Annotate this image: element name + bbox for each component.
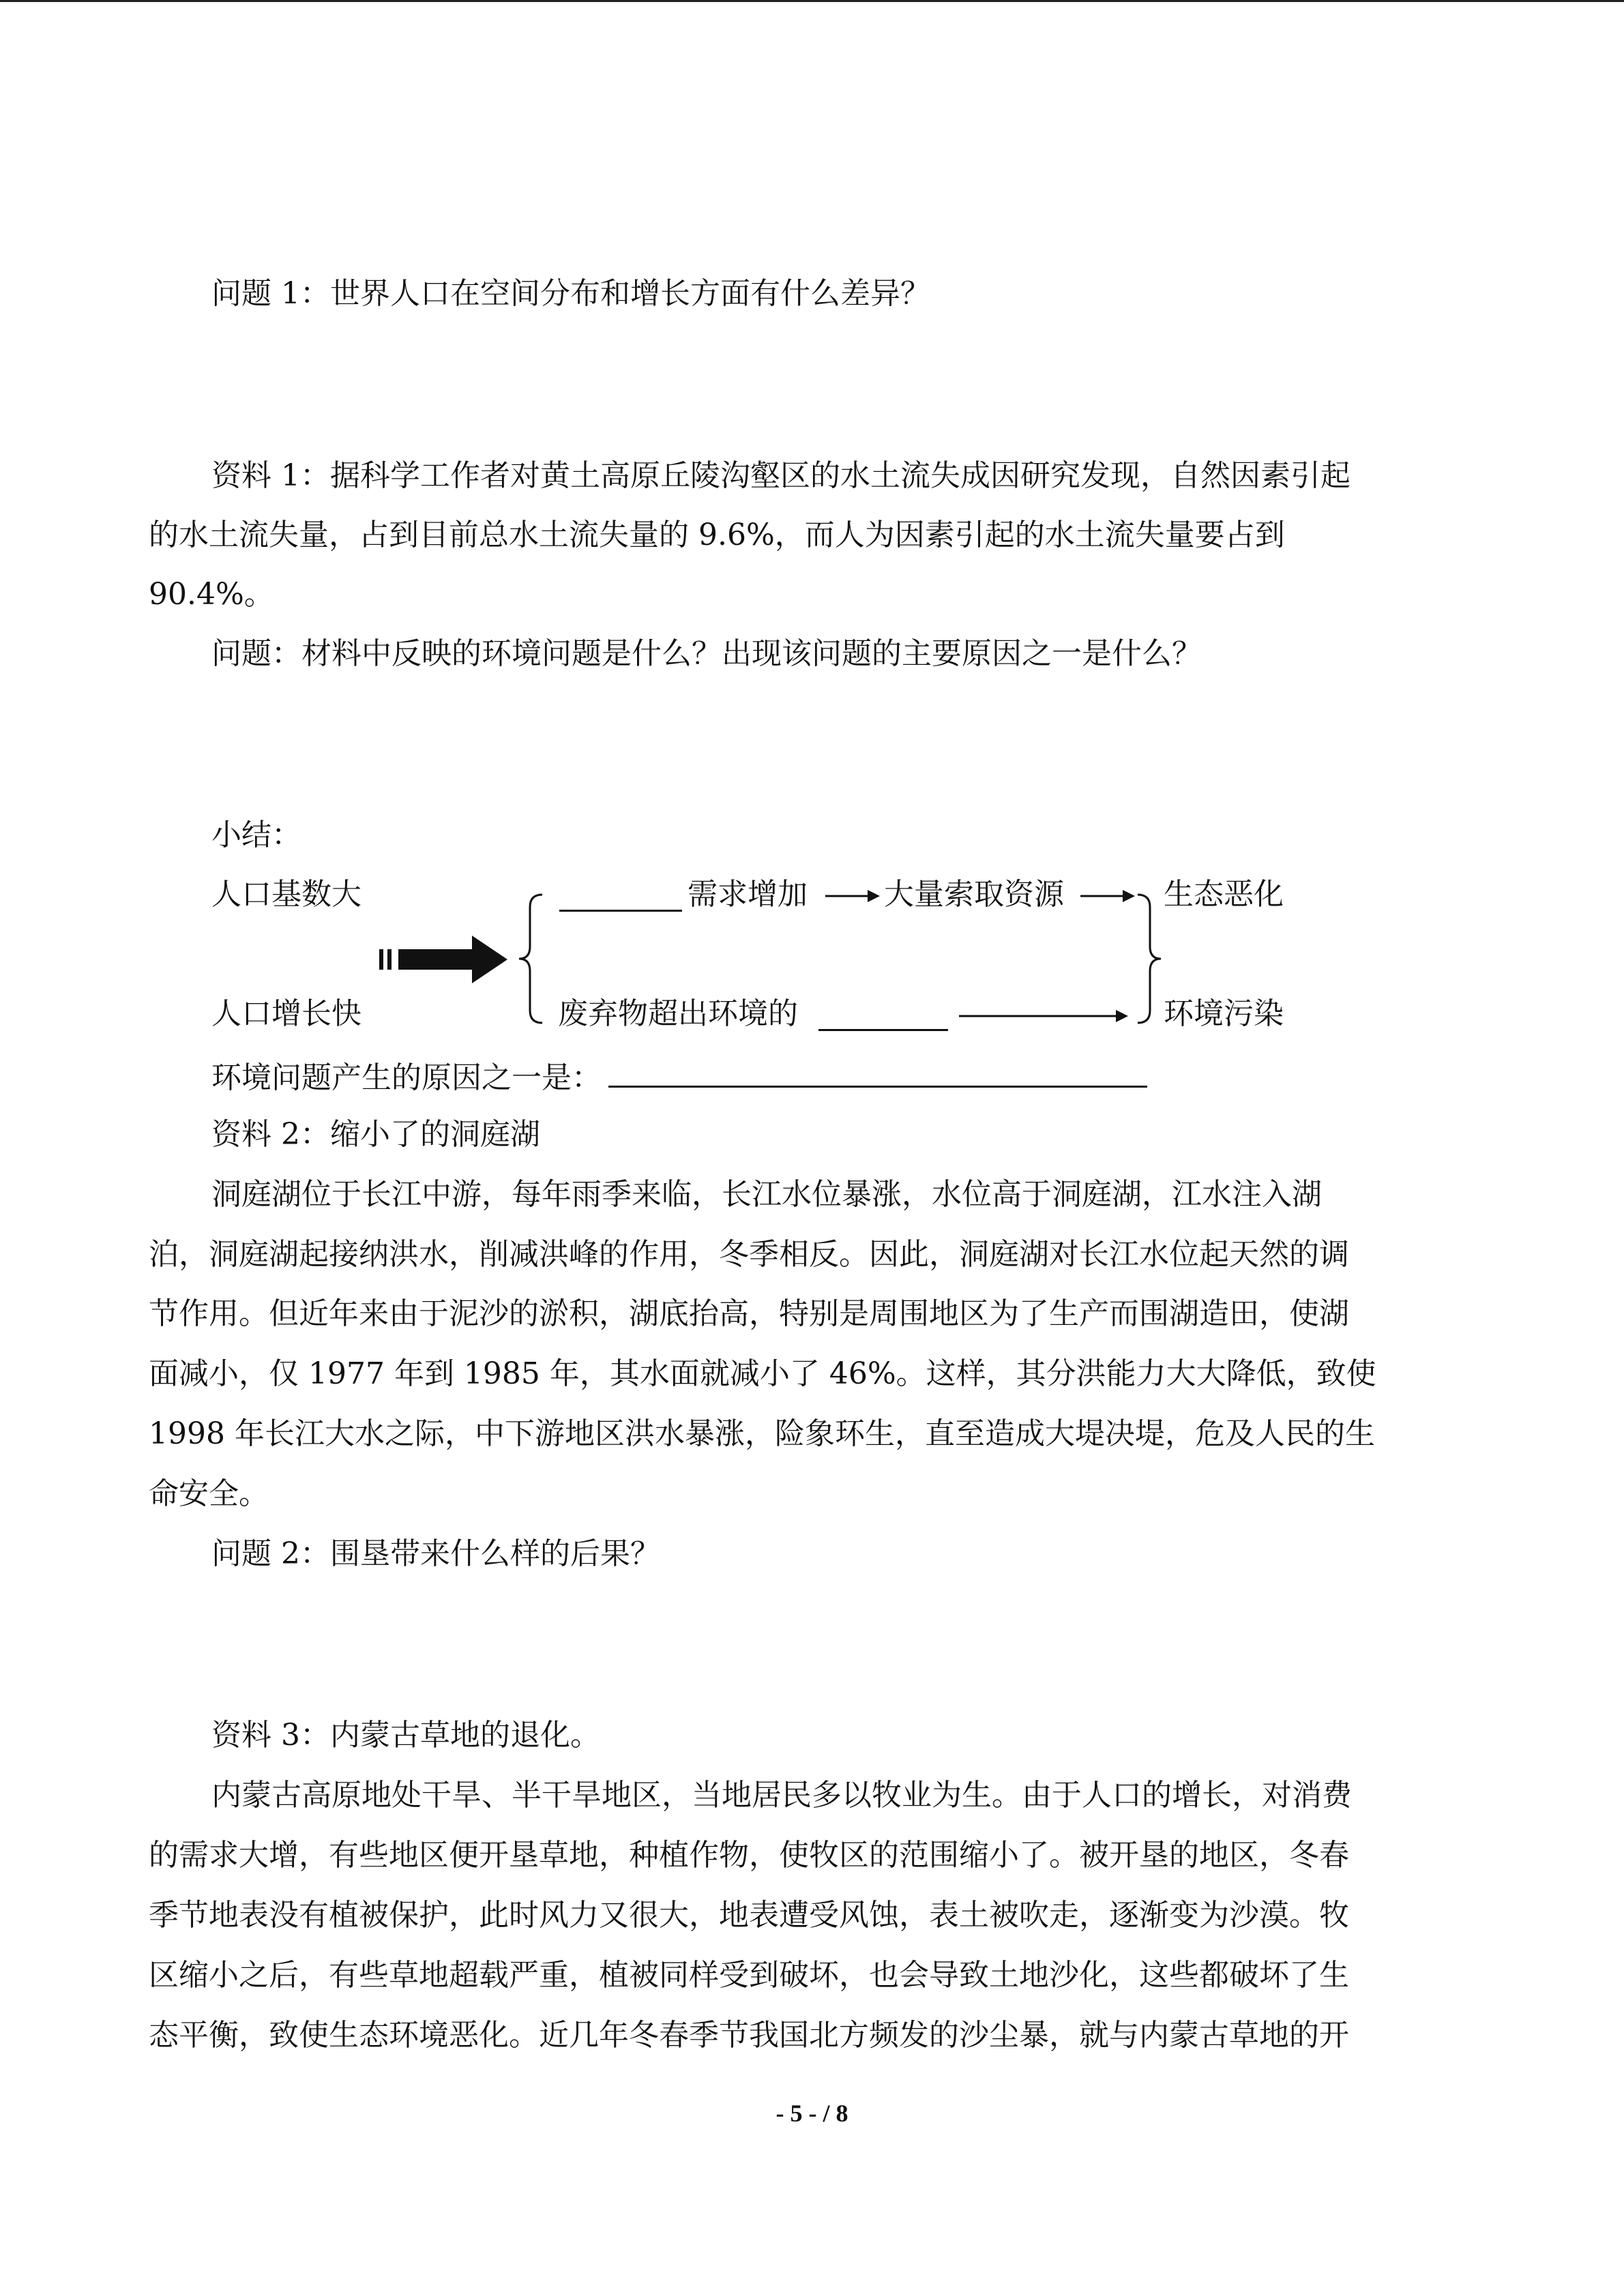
material-3-line-4: 区缩小之后，有些草地超载严重，植被同样受到破坏，也会导致土地沙化，这些都破坏了生 [149, 1958, 1349, 1993]
blank-bottom[interactable] [818, 999, 948, 1031]
material-2-line-4: 面减小，仅 1977 年到 1985 年，其水面就减小了 46%。这样，其分洪能力大大降低，致使 [149, 1356, 1376, 1391]
branch-demand-increase: 需求增加 [688, 877, 808, 912]
material-3-line-1: 内蒙古高原地处干旱、半干旱地区，当地居民多以牧业为生。由于人口的增长，对消费 [211, 1778, 1352, 1813]
summary-heading: 小结： [211, 818, 301, 852]
question-2: 问题 2：围垦带来什么样的后果？ [211, 1536, 660, 1571]
blank-conclusion[interactable] [608, 1056, 1147, 1088]
result-environment-pollution: 环境污染 [1164, 996, 1284, 1031]
material-3-line-2: 的需求大增，有些地区便开垦草地，种植作物，使牧区的范围缩小了。被开垦的地区，冬春 [149, 1838, 1349, 1873]
material-2-title: 资料 2：缩小了的洞庭湖 [211, 1117, 540, 1152]
branch-waste-exceeds: 废弃物超出环境的 [558, 996, 798, 1031]
question-1: 问题 1：世界人口在空间分布和增长方面有什么差异？ [211, 276, 930, 311]
material-2-line-6: 命安全。 [149, 1476, 269, 1511]
summary-conclusion [211, 1056, 1147, 1097]
arrow-right-icon [825, 888, 880, 904]
material-1-line-2: 的水土流失量，占到目前总水土流失量的 9.6%，而人为因素引起的水土流失量要占到 [149, 518, 1285, 552]
material-2-line-2: 泊，洞庭湖起接纳洪水，削减洪峰的作用，冬季相反。因此，洞庭湖对长江水位起天然的调 [149, 1237, 1349, 1272]
arrow-right-icon [1080, 888, 1135, 904]
material-1-line-3: 90.4%。 [149, 577, 274, 612]
material-3-line-3: 季节地表没有植被保护，此时风力又很大，地表遭受风蚀，表土被吹走，逐渐变为沙漠。牧 [149, 1898, 1349, 1933]
big-arrow-icon [379, 936, 509, 983]
material-3-title: 资料 3：内蒙古草地的退化。 [211, 1718, 600, 1753]
cause-population-base: 人口基数大 [211, 877, 361, 912]
material-1-question: 问题：材料中反映的环境问题是什么？出现该问题的主要原因之一是什么？ [211, 636, 1202, 671]
material-1-line-1: 资料 1：据科学工作者对黄土高原丘陵沟壑区的水土流失成因研究发现，自然因素引起 [211, 458, 1350, 493]
result-ecology-deterioration: 生态恶化 [1164, 877, 1284, 912]
page-number: - 5 - / 8 [776, 2100, 848, 2127]
page-top-border [0, 0, 1624, 2]
material-3-line-5: 态平衡，致使生态环境恶化。近几年冬春季节我国北方频发的沙尘暴，就与内蒙古草地的开 [149, 2018, 1349, 2053]
cause-population-growth: 人口增长快 [211, 996, 361, 1031]
right-brace-icon [1132, 892, 1166, 1026]
material-2-line-1: 洞庭湖位于长江中游，每年雨季来临，长江水位暴涨，水位高于洞庭湖，江水注入湖 [211, 1177, 1322, 1212]
blank-top[interactable] [559, 880, 682, 912]
summary-conclusion-label: 环境问题产生的原因之一是： [211, 1060, 602, 1095]
material-2-line-5: 1998 年长江大水之际，中下游地区洪水暴涨，险象环生，直至造成大堤决堤，危及人民的生 [149, 1416, 1375, 1451]
material-2-line-3: 节作用。但近年来由于泥沙的淤积，湖底抬高，特别是周围地区为了生产而围湖造田，使湖 [149, 1296, 1349, 1331]
left-brace-icon [515, 892, 556, 1026]
arrow-right-icon [959, 1008, 1130, 1024]
branch-resource-extraction: 大量索取资源 [884, 877, 1064, 912]
